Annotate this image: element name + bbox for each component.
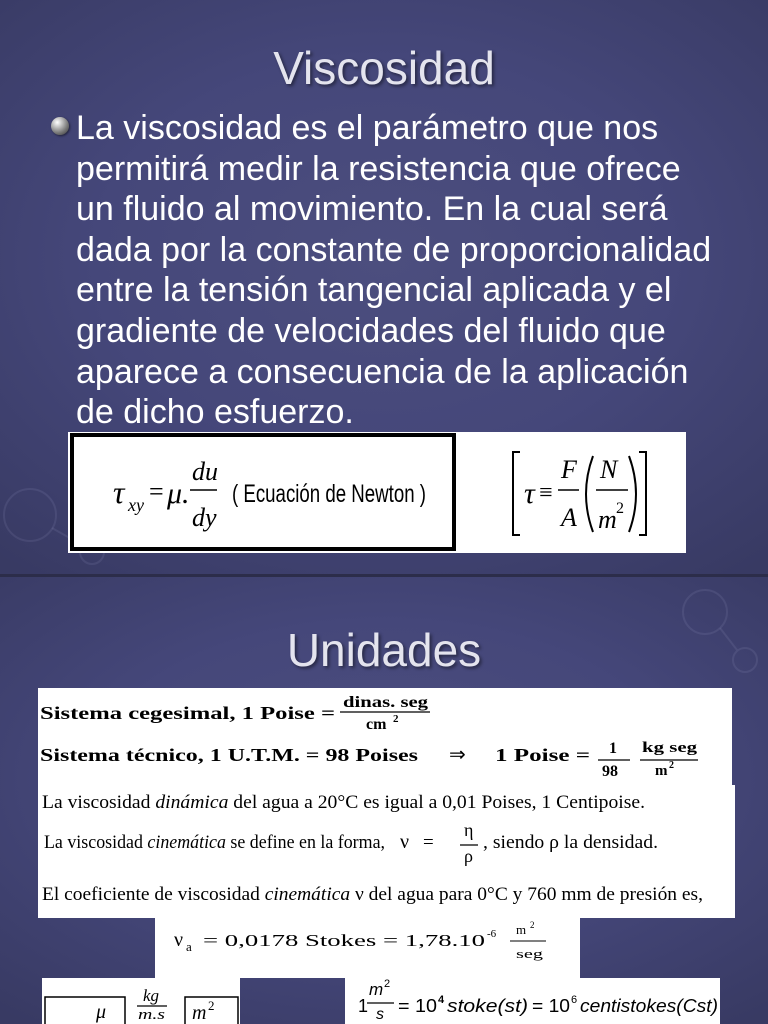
unit-exponent: 2 [669,760,674,771]
fraction-denominator: ρ [464,846,473,866]
fraction-numerator: du [192,457,218,486]
technical-system-label: Sistema técnico, 1 U.T.M. = 98 Poises [40,745,418,765]
fraction-denominator: 98 [602,763,618,780]
newton-equation-caption: ( Ecuación de Newton ) [232,480,426,508]
sentence-end: ν del agua para 0°C y 760 mm de presión es, [350,884,695,905]
power-exponent: -6 [487,928,497,940]
sentence-start: La viscosidad [42,792,152,813]
fraction-numerator: 1 [609,740,617,757]
unit-denominator: seg [516,946,544,961]
fraction-denominator: A [561,503,577,532]
fraction-denominator: cm [366,716,387,733]
unit-numerator: N [600,455,618,484]
coefficient-one: 1 [358,996,369,1016]
slide-title: Viscosidad [273,42,495,94]
fraction-denominator: m.s [138,1007,166,1023]
power-exponent-2: 6 [571,994,578,1006]
bullet-line: aparece a consecuencia de la aplicación [76,352,689,391]
fraction-numerator: η [464,820,474,840]
sentence-end: del agua a 20°C es igual a 0,01 Poises, 1 Centipoise. [228,792,632,813]
sentence-end: se define en la forma, [225,832,395,853]
nu-symbol: ν [174,929,184,951]
unit-exponent: 2 [530,920,535,930]
water-value-expression: = 0,0178 Stokes = 1,78.10 [203,931,485,950]
sentence-start: El coeficiente de viscosidad [42,884,260,905]
fraction-numerator: kg [143,986,160,1005]
bullet-line: gradiente de velocidades del fluido que [76,311,666,350]
decoration-ring [733,648,757,672]
bullet-line: un fluido al movimiento. En la cual será [76,190,668,229]
unit-numerator: m [516,922,527,937]
slide-title: Unidades [286,624,482,676]
viscosity-equations-image [68,432,686,553]
fraction-denominator: dy [192,503,217,532]
viscosity-definitions-image [38,785,735,918]
stokes-conversion-image [345,978,720,1024]
coefficient-sentence [42,884,703,905]
centistokes-unit: centistokes(Cst) [580,996,718,1016]
fraction-denominator: s [376,1006,384,1023]
equivalence-sign: ≡ [539,480,553,506]
unit-exponent: 2 [616,500,624,517]
fraction-numerator: F [561,455,577,484]
unit-exponent: 2 [208,998,215,1013]
power-exponent-1: 4 [438,994,445,1006]
unit-numerator: kg seg [642,740,698,756]
denominator-exponent: 2 [393,713,399,725]
bullet-line: dada por la constante de proporcionalidad [76,230,712,269]
sentence-start: La viscosidad [44,832,154,853]
bullet-line: permitirá medir la resistencia que ofrece [76,149,681,188]
density-clause: , siendo ρ la densidad. [483,832,658,853]
emphasis-word: cinemática [147,832,231,853]
water-viscosity-image [155,918,580,978]
bullet-line: entre la tensión tangencial aplicada y el [76,271,672,310]
tau-symbol: τ [524,477,535,510]
stoke-unit: stoke(st) [447,996,528,1016]
tau-subscript: xy [128,495,144,515]
unit-denominator: m [598,505,617,534]
decoration-ring [683,590,727,634]
kinematic-definition-sentence [44,832,395,853]
mu-symbol: μ. [167,477,190,510]
numerator-exponent: 2 [384,978,391,990]
decoration-ring [4,489,56,541]
unit-denominator: m [655,763,668,779]
poise-label: 1 Poise = [495,745,590,765]
unit-systems-image [38,688,732,785]
dynamic-units-image [42,978,240,1024]
nu-subscript: a [186,939,192,954]
dynamic-viscosity-sentence [42,792,645,813]
equals-power-2: = 10 [532,996,570,1016]
mu-symbol: μ [96,1001,107,1023]
fraction-numerator: dinas. seg [343,694,428,711]
emphasis-word: dinámica [155,792,227,813]
implies-arrow: ⇒ [449,744,466,766]
cgs-system-label: Sistema cegesimal, 1 Poise = [40,703,335,723]
nu-symbol: ν [400,831,410,853]
fraction-numerator: m [369,980,384,999]
bullet-line: de dicho esfuerzo. [76,393,354,432]
decoration-line [720,628,737,650]
tau-symbol: τ [113,474,125,510]
equals-power-1: = 10 [398,996,437,1016]
emphasis-word: cinemática [264,884,349,905]
equals-sign: = [149,477,164,506]
unit-symbol: m [192,1002,207,1024]
bullet-line: La viscosidad es el parámetro que nos [76,109,659,147]
equals-sign: = [423,832,434,853]
